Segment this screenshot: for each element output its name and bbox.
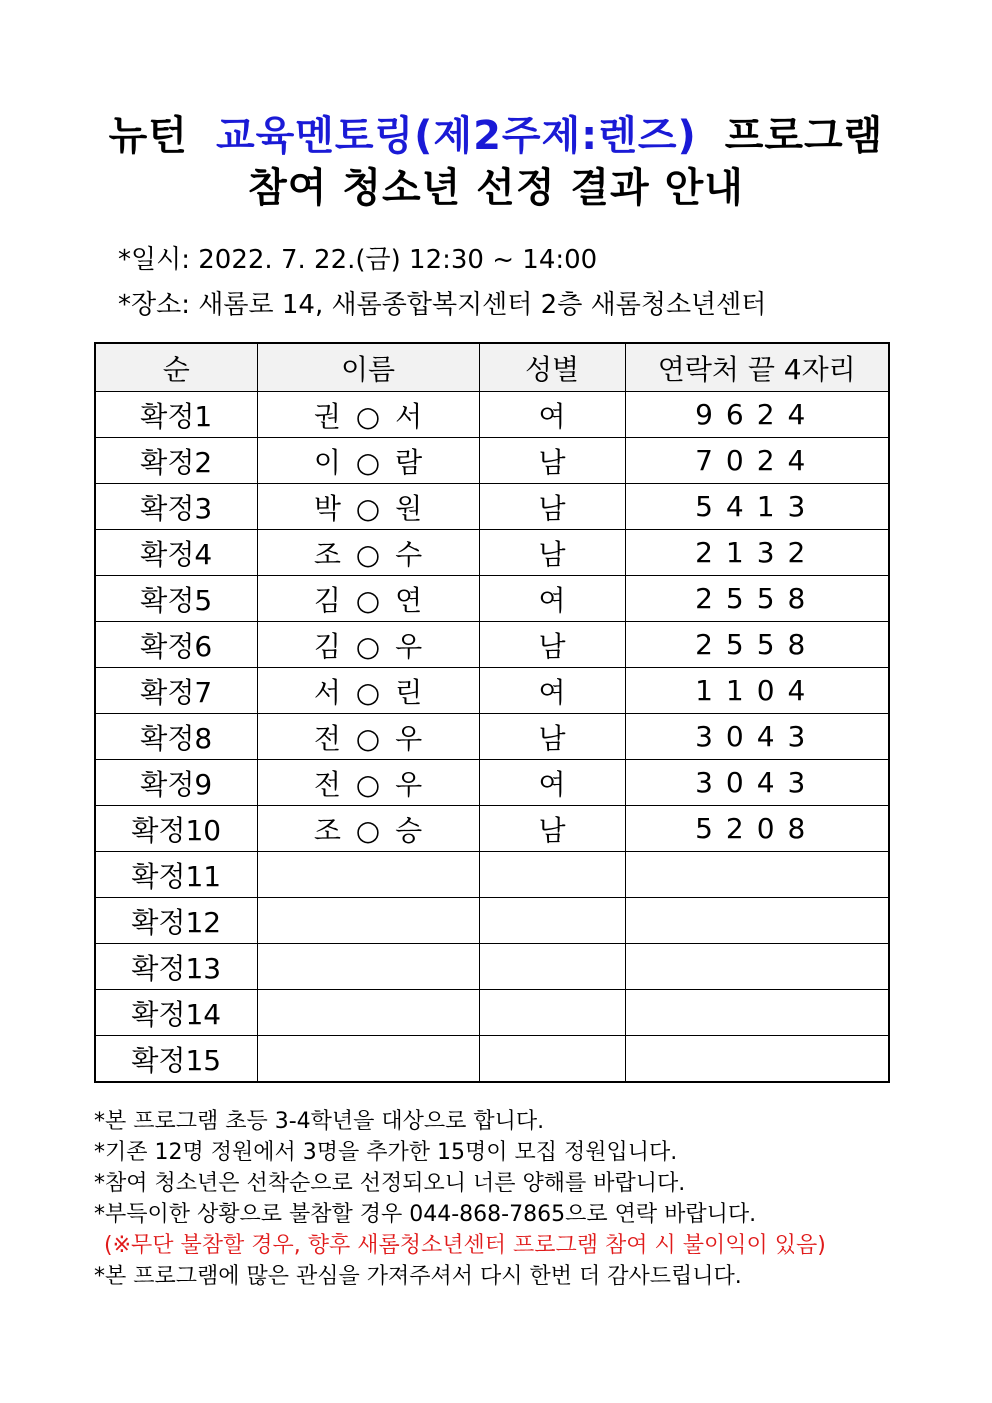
cell-gender: [479, 944, 625, 990]
document-title: [0, 110, 992, 214]
cell-name: [257, 898, 479, 944]
table-row: [95, 990, 889, 1036]
cell-seq: 확정3: [95, 484, 257, 530]
notes-section: [94, 1106, 894, 1292]
cell-phone: 5413: [625, 484, 889, 530]
cell-phone: [625, 852, 889, 898]
cell-gender: 여: [479, 392, 625, 438]
cell-name: 박 ○ 원: [257, 484, 479, 530]
table-row: [95, 668, 889, 714]
cell-name: 이 ○ 람: [257, 438, 479, 484]
cell-seq: 확정12: [95, 898, 257, 944]
cell-name: 김 ○ 연: [257, 576, 479, 622]
cell-gender: 남: [479, 484, 625, 530]
cell-seq: 확정4: [95, 530, 257, 576]
cell-seq: 확정9: [95, 760, 257, 806]
cell-name: 전 ○ 우: [257, 714, 479, 760]
cell-name: 조 ○ 수: [257, 530, 479, 576]
title-program-name: 교육멘토링(제2주제:렌즈): [215, 113, 697, 159]
cell-gender: 남: [479, 714, 625, 760]
warning-note: (※무단 불참할 경우, 향후 새롬청소년센터 프로그램 참여 시 불이익이 있음): [104, 1233, 826, 1258]
cell-name: [257, 852, 479, 898]
note-line: *기존 12명 정원에서 3명을 추가한 15명이 모집 정원입니다.: [94, 1140, 678, 1165]
cell-phone: [625, 1036, 889, 1083]
header-name: 이름: [257, 343, 479, 392]
cell-name: [257, 1036, 479, 1083]
cell-name: [257, 944, 479, 990]
cell-gender: [479, 990, 625, 1036]
title-part-1: 뉴턴: [108, 113, 188, 159]
cell-seq: 확정2: [95, 438, 257, 484]
cell-gender: [479, 1036, 625, 1083]
note-line: *부득이한 상황으로 불참할 경우 044-868-7865으로 연락 바랍니다.: [94, 1202, 757, 1227]
title-line-2: 참여 청소년 선정 결과 안내: [248, 165, 744, 211]
cell-name: 조 ○ 승: [257, 806, 479, 852]
event-date: *일시: 2022. 7. 22.(금) 12:30 ~ 14:00: [118, 245, 598, 275]
cell-seq: 확정1: [95, 392, 257, 438]
cell-phone: 2558: [625, 576, 889, 622]
cell-seq: 확정8: [95, 714, 257, 760]
cell-name: [257, 990, 479, 1036]
cell-phone: 3043: [625, 714, 889, 760]
table-row: [95, 484, 889, 530]
cell-seq: 확정5: [95, 576, 257, 622]
cell-seq: 확정7: [95, 668, 257, 714]
header-seq: 순: [95, 343, 257, 392]
cell-phone: [625, 990, 889, 1036]
cell-phone: 3043: [625, 760, 889, 806]
cell-gender: [479, 852, 625, 898]
cell-phone: 5208: [625, 806, 889, 852]
table-row: [95, 576, 889, 622]
cell-gender: [479, 898, 625, 944]
event-place: *장소: 새롬로 14, 새롬종합복지센터 2층 새롬청소년센터: [118, 290, 767, 320]
table-row: [95, 852, 889, 898]
cell-gender: 여: [479, 668, 625, 714]
table-header-row: [95, 343, 889, 392]
table-row: [95, 1036, 889, 1083]
cell-phone: 7024: [625, 438, 889, 484]
header-phone: 연락처 끝 4자리: [625, 343, 889, 392]
cell-gender: 남: [479, 622, 625, 668]
table-row: [95, 392, 889, 438]
cell-phone: 1104: [625, 668, 889, 714]
table-row: [95, 622, 889, 668]
cell-seq: 확정13: [95, 944, 257, 990]
cell-phone: 2558: [625, 622, 889, 668]
cell-phone: [625, 944, 889, 990]
cell-name: 권 ○ 서: [257, 392, 479, 438]
cell-gender: 남: [479, 438, 625, 484]
title-line-1: [0, 110, 992, 162]
cell-name: 김 ○ 우: [257, 622, 479, 668]
table-body: [95, 392, 889, 1083]
table-row: [95, 806, 889, 852]
table-row: [95, 438, 889, 484]
note-line: *본 프로그램에 많은 관심을 가져주셔서 다시 한번 더 감사드립니다.: [94, 1264, 742, 1289]
cell-gender: 남: [479, 806, 625, 852]
cell-name: 전 ○ 우: [257, 760, 479, 806]
cell-seq: 확정11: [95, 852, 257, 898]
header-gender: 성별: [479, 343, 625, 392]
cell-phone: 2132: [625, 530, 889, 576]
table-row: [95, 530, 889, 576]
cell-gender: 남: [479, 530, 625, 576]
cell-phone: 9624: [625, 392, 889, 438]
cell-gender: 여: [479, 760, 625, 806]
table-row: [95, 760, 889, 806]
selection-table: [94, 342, 890, 1083]
note-line: *본 프로그램 초등 3-4학년을 대상으로 합니다.: [94, 1109, 545, 1134]
cell-phone: [625, 898, 889, 944]
cell-name: 서 ○ 린: [257, 668, 479, 714]
cell-gender: 여: [479, 576, 625, 622]
cell-seq: 확정10: [95, 806, 257, 852]
table-row: [95, 898, 889, 944]
table-row: [95, 714, 889, 760]
cell-seq: 확정15: [95, 1036, 257, 1083]
title-part-2: 프로그램: [724, 113, 884, 159]
cell-seq: 확정6: [95, 622, 257, 668]
table-row: [95, 944, 889, 990]
cell-seq: 확정14: [95, 990, 257, 1036]
note-line: *참여 청소년은 선착순으로 선정되오니 너른 양해를 바랍니다.: [94, 1171, 686, 1196]
